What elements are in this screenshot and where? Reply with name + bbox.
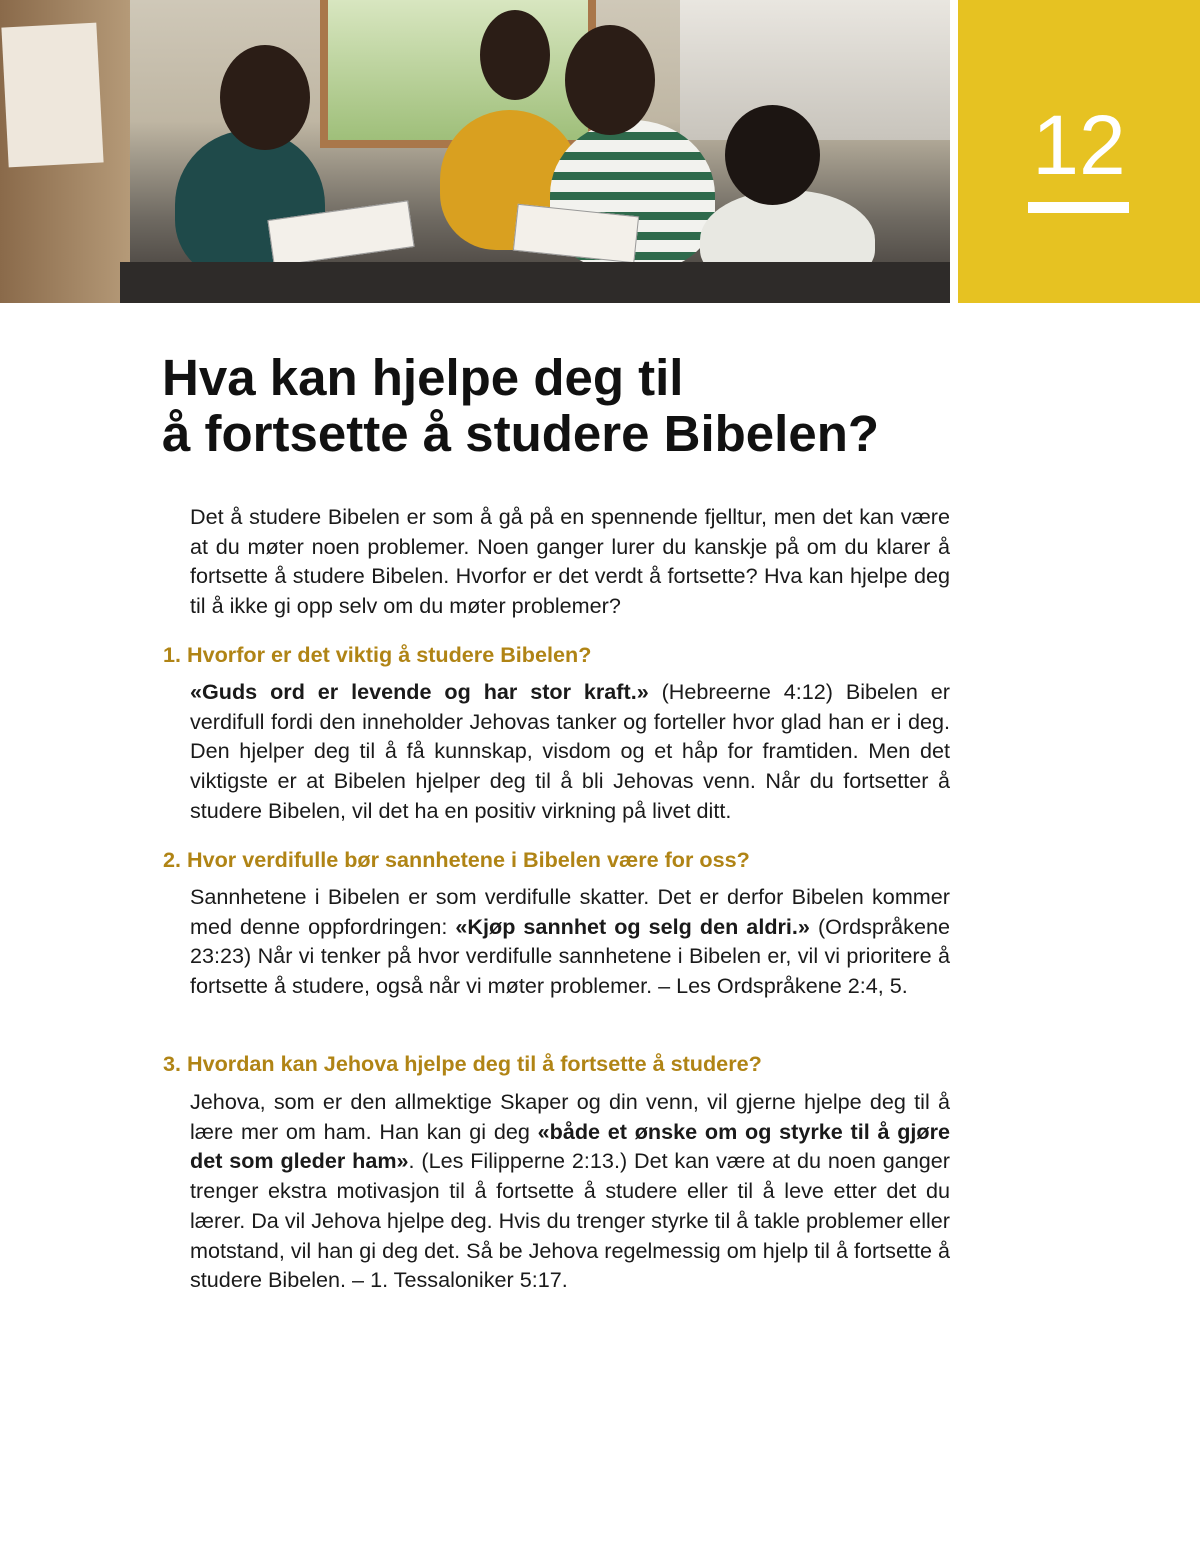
scripture-quote: «Kjøp sannhet og selg den aldri.»: [455, 913, 810, 939]
lesson-number-underline: [1028, 202, 1129, 213]
photo-mother-head: [565, 25, 655, 135]
scripture-quote: «Guds ord er levende og har stor kraft.»: [190, 679, 649, 704]
photo-girl-head: [480, 10, 550, 100]
photo-child-drawing: [1, 23, 103, 168]
answer-text: Sannhetene i Bibelen er som verdifulle skatter. Det er derfor Bibelen kommer med denne oppfordringen:: [190, 884, 950, 939]
lesson-number: 12: [1032, 98, 1126, 192]
answer-text: . (Les Filipperne 2:13.) Det kan være at du noen ganger trenger ekstra motivasjon til å fortsette å studere eller til å leve etter det du lærer. Da vil Jehova hjelpe deg. Hvis du trenger styrke til å takle problemer eller motstand, vil han gi deg det. Så be Jehova regelmessig om hjelp til å fortsette å studere Bibelen. – 1. Tessaloniker 5:17.: [190, 1148, 950, 1293]
answer-paragraph: [190, 882, 950, 1001]
photo-cabinet: [680, 0, 950, 140]
lesson-number-box: [958, 0, 1200, 303]
answer-paragraph: [190, 677, 950, 826]
family-bible-study-photo: [0, 0, 950, 303]
answer-text: (Ordspråkene 23:23) Når vi tenker på hvor verdifulle sannhetene i Bibelen er, vil vi prioritere å fortsette å studere, også når vi møter problemer. – Les Ordspråkene 2:4, 5.: [190, 913, 950, 999]
question-heading: 1. Hvorfor er det viktig å studere Bibelen?: [163, 642, 592, 667]
answer-paragraph: [190, 1087, 950, 1295]
question-heading: 3. Hvordan kan Jehova hjelpe deg til å fortsette å studere?: [163, 1051, 762, 1076]
photo-woman-left-head: [220, 45, 310, 150]
title-line: Hva kan hjelpe deg til: [162, 349, 684, 406]
answer-text: Jehova, som er den allmektige Skaper og din venn, vil gjerne hjelpe deg til å lære mer om ham. Han kan gi deg: [190, 1089, 950, 1144]
photo-boy-head: [725, 105, 820, 205]
scripture-quote: «både et ønske om og styrke til å gjøre det som gleder ham»: [190, 1118, 950, 1174]
page-title: [162, 350, 879, 462]
question-heading: 2. Hvor verdifulle bør sannhetene i Bibelen være for oss?: [163, 847, 750, 872]
title-line: å fortsette å studere Bibelen?: [162, 405, 880, 462]
intro-paragraph: Det å studere Bibelen er som å gå på en spennende fjelltur, men det kan være at du møter noen problemer. Noen ganger lurer du kanskje på om du klarer å fortsette å studere Bibelen. Hvorfor er det verdt å fortsette? Hva kan hjelpe deg til å ikke gi opp selv om du møter problemer?: [190, 504, 950, 619]
answer-text: (Hebreerne 4:12) Bibelen er verdifull fordi den inneholder Jehovas tanker og forteller hvor glad han er i deg. Den hjelper deg til å få kunnskap, visdom og et håp for framtiden. Men det viktigste er at Bibelen hjelper deg til å bli Jehovas venn. Når du fortsetter å studere Bibelen, vil det ha en positiv virkning på livet ditt.: [190, 679, 950, 823]
photo-counter: [120, 262, 950, 303]
